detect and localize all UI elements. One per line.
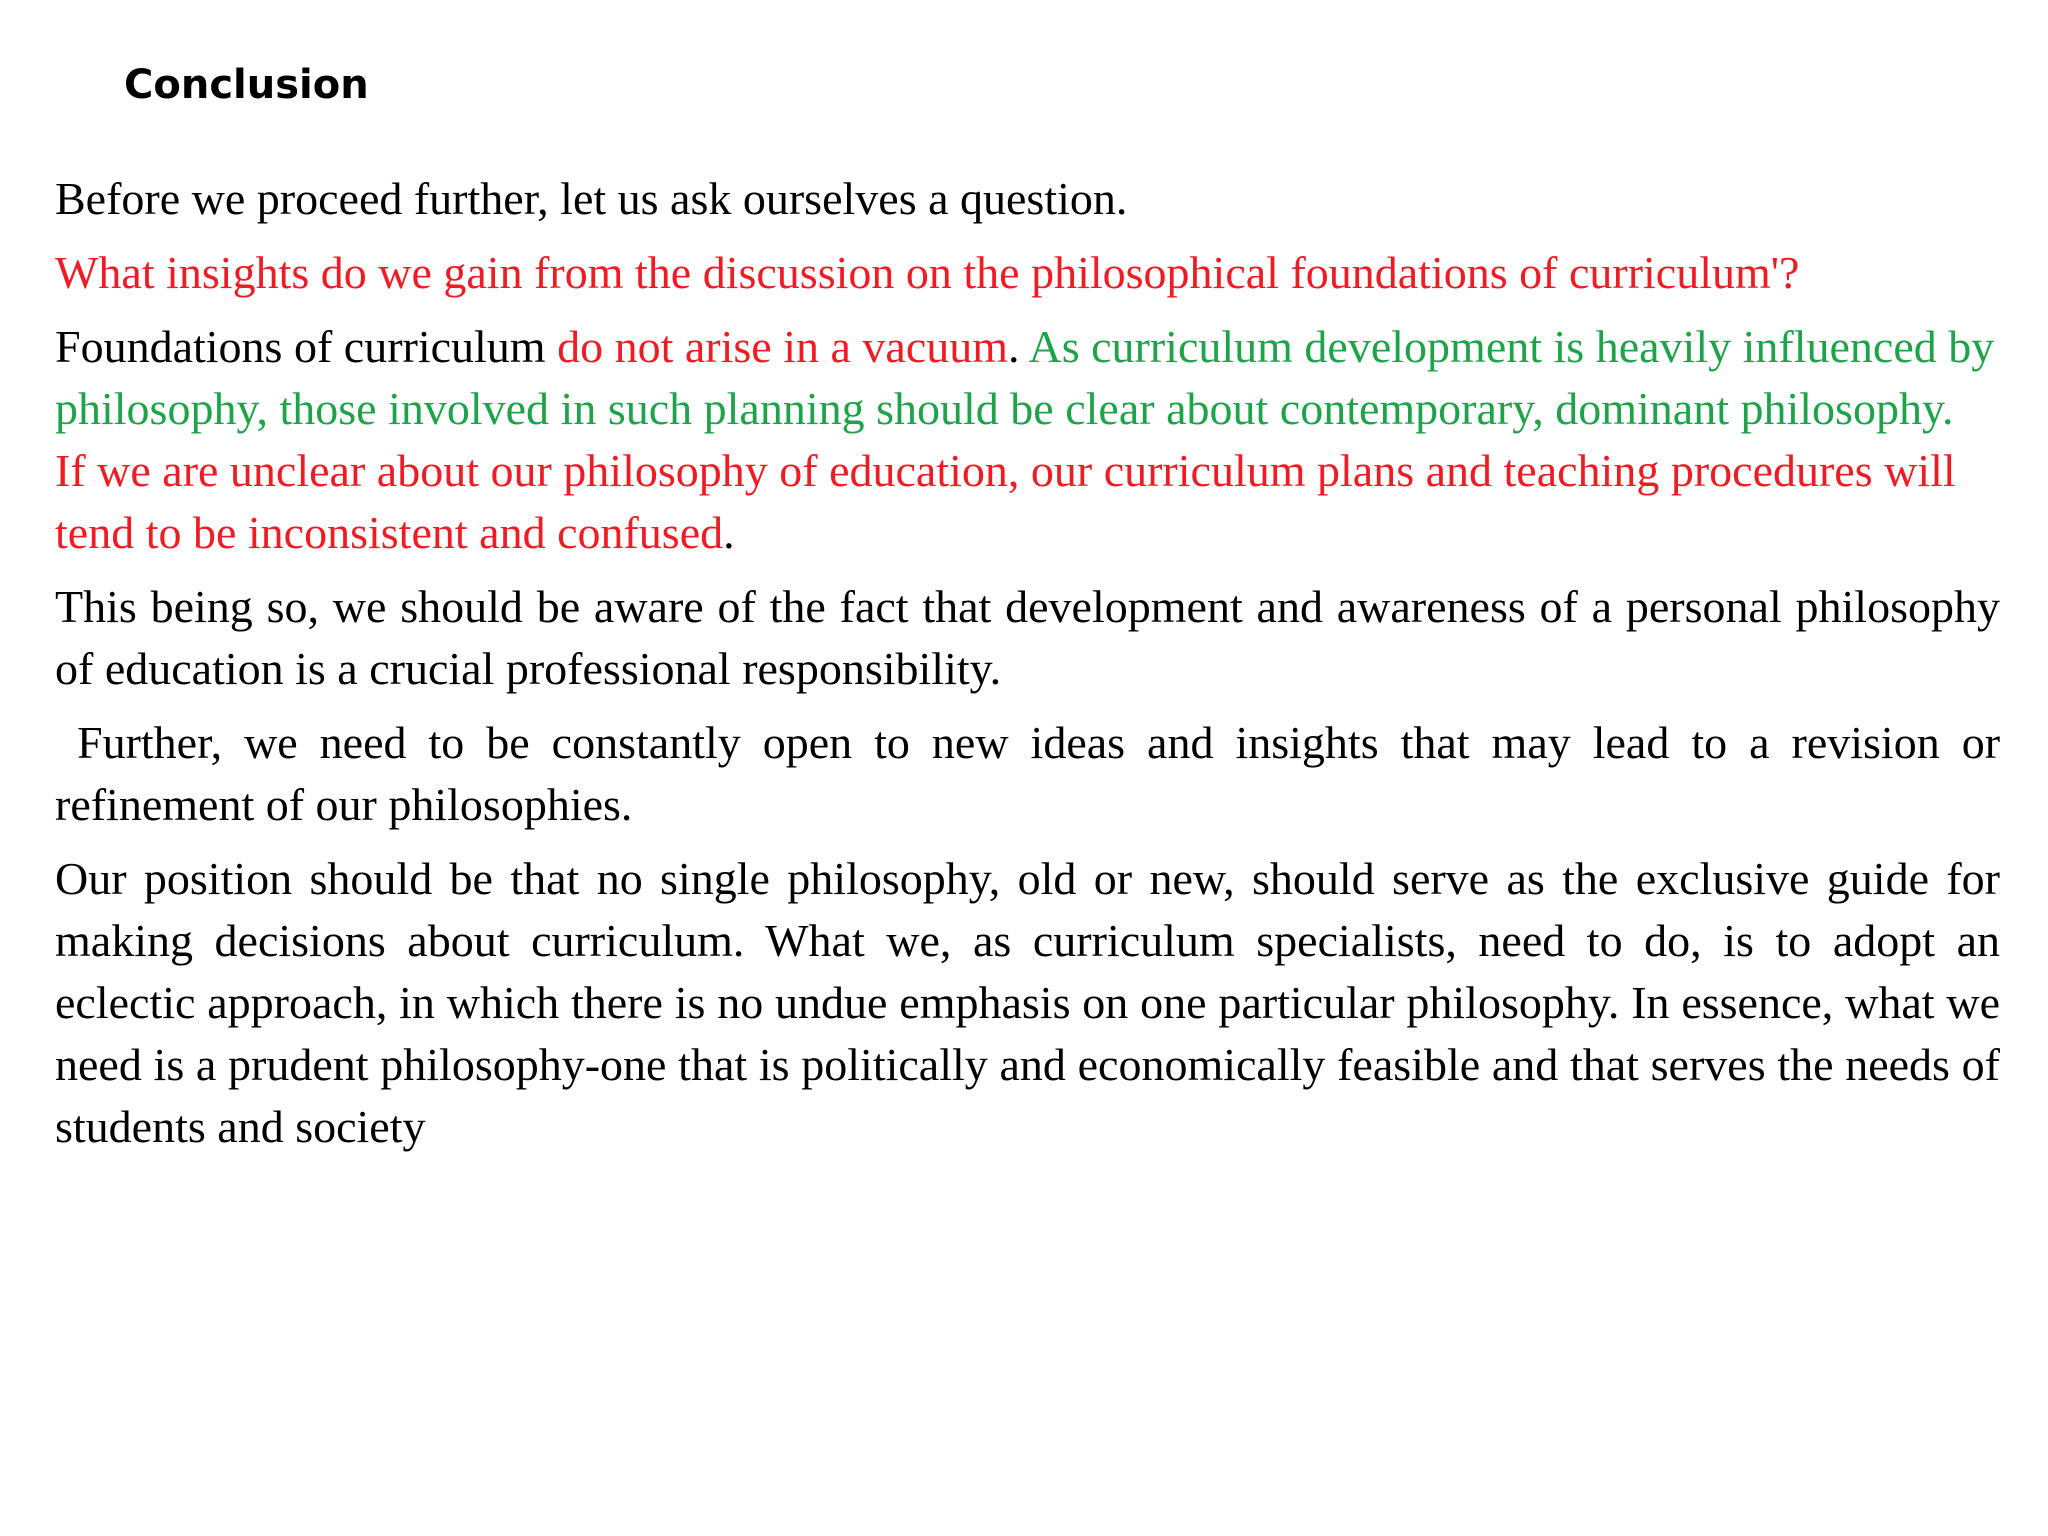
philosophy-influence-highlight: As curriculum development is heavily influenced by philosophy, those involved in such planning should be clear about contemporary, dominant philosophy. [55, 321, 1995, 434]
unclear-period: . [723, 507, 735, 558]
paragraph-awareness: This being so, we should be aware of the fact that development and awareness of a personal philosophy of education is a crucial professional responsibility. [55, 581, 2000, 694]
slide-body [55, 168, 2012, 1170]
paragraph-question: What insights do we gain from the discussion on the philosophical foundations of curriculum'? [55, 247, 1800, 298]
paragraph-intro: Before we proceed further, let us ask ourselves a question. [55, 173, 1128, 224]
unclear-highlight: If we are unclear about our philosophy of education, our curriculum plans and teaching procedures will tend to be inconsistent and confused [55, 445, 1956, 558]
paragraph-open-ideas: Further, we need to be constantly open to new ideas and insights that may lead to a revision or refinement of our philosophies. [55, 717, 2012, 830]
paragraph-unclear [55, 440, 2000, 564]
paragraph-position: Our position should be that no single philosophy, old or new, should serve as the exclusive guide for making decisions about curriculum. What we, as curriculum specialists, need to do, is to adopt an eclectic approach, in which there is no undue emphasis on one particular philosophy. In essence, what we need is a prudent philosophy-one that is politically and economically feasible and that serves the needs of students and society [55, 853, 2000, 1152]
slide-title: Conclusion [124, 62, 369, 108]
paragraph-foundations [55, 316, 2000, 440]
foundations-text: Foundations of curriculum [55, 321, 558, 372]
vacuum-highlight: do not arise in a vacuum [557, 321, 1009, 372]
period-text: . [1008, 321, 1029, 372]
